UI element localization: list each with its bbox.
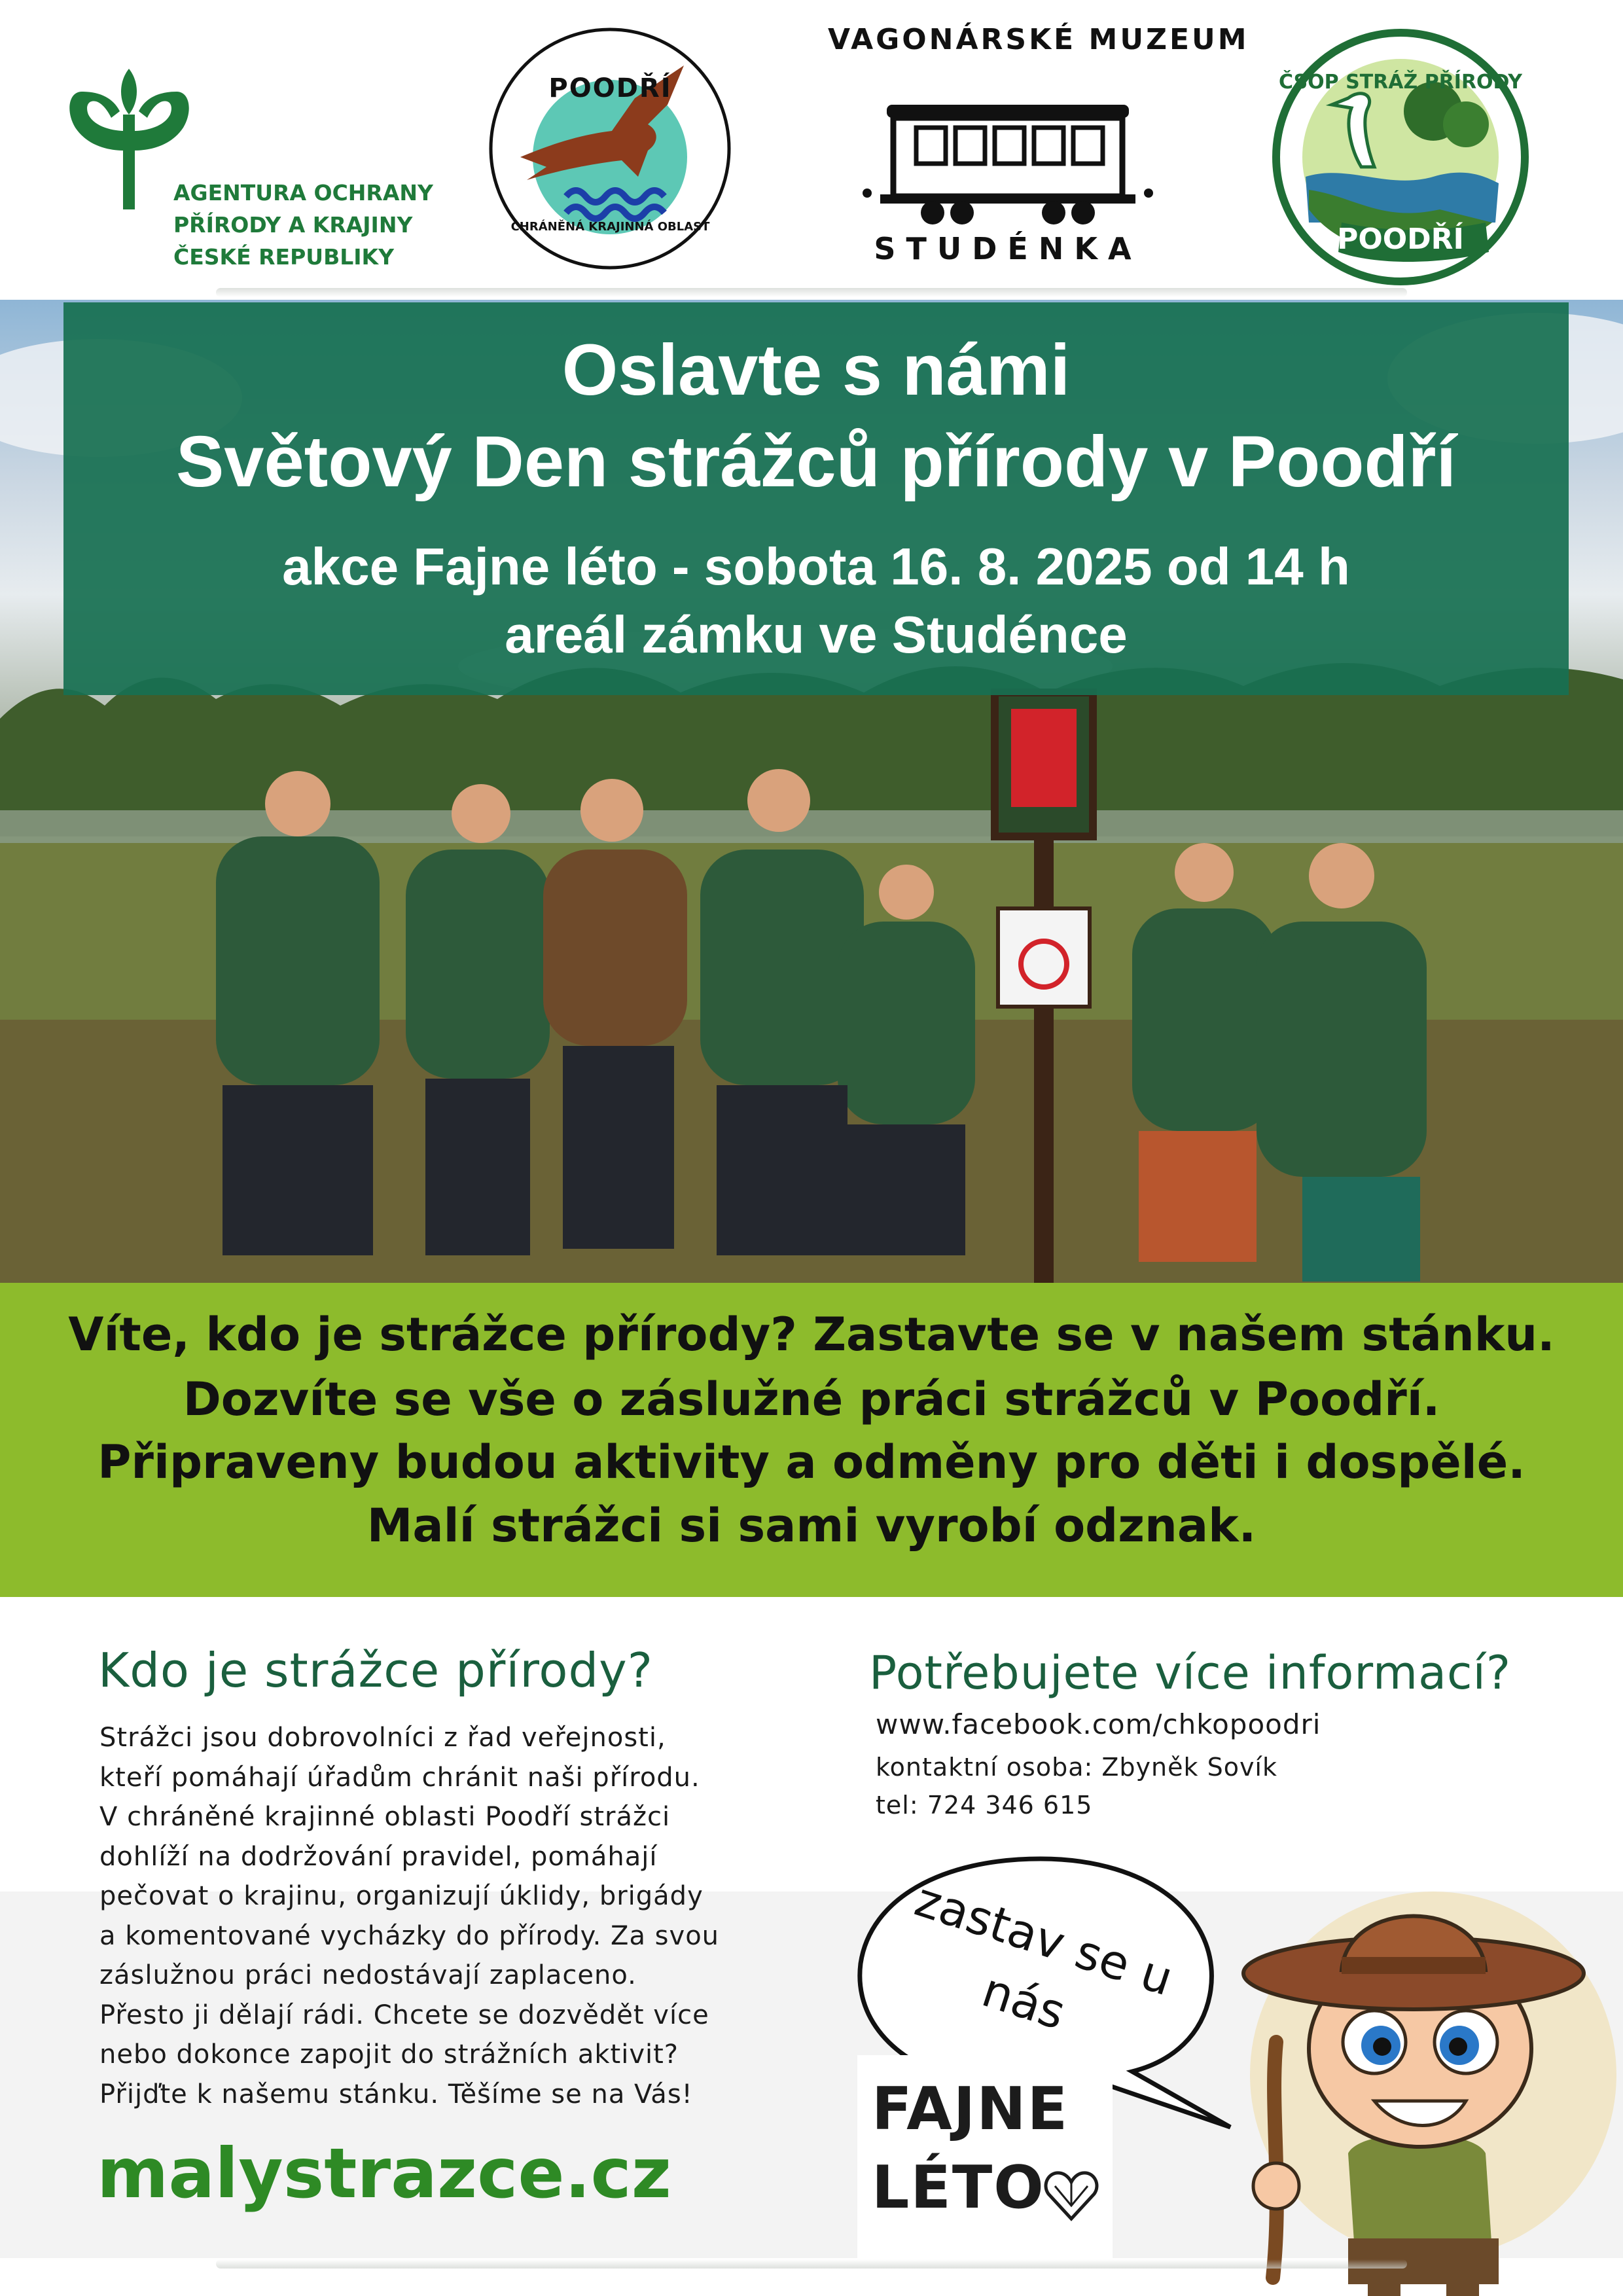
band-line-3: Připraveny budou aktivity a odměny pro děti i dospělé. xyxy=(98,1435,1525,1489)
title-line-1: Oslavte s námi xyxy=(562,330,1071,410)
aopk-logo xyxy=(62,65,455,275)
about-heading: Kdo je strážce přírody? xyxy=(98,1643,653,1698)
museum-name: VAGONÁRSKÉ MUZEUM xyxy=(828,23,1249,56)
aopk-name-line2: PŘÍRODY A KRAJINY xyxy=(173,212,413,238)
title-line-2: Světový Den strážců přírody v Poodří xyxy=(175,422,1457,502)
about-line: záslužnou práci nedostávají zaplaceno. xyxy=(99,1960,637,1990)
logo-strip xyxy=(0,0,1623,295)
facebook-link[interactable]: www.facebook.com/chkopoodri xyxy=(876,1708,1321,1740)
divider-shadow xyxy=(216,288,1407,297)
about-line: nebo dokonce zapojit do strážních aktivit? xyxy=(99,2039,679,2070)
event-venue-line: areál zámku ve Studénce xyxy=(505,605,1128,664)
about-text xyxy=(99,1718,846,2114)
straz-name: ČSOP STRÁŽ PŘÍRODY xyxy=(1279,71,1522,94)
about-line: Přesto ji dělají rádi. Chcete se dozvědět více xyxy=(99,2000,709,2030)
museum-town: STUDÉNKA xyxy=(874,231,1142,266)
event-date-line: akce Fajne léto - sobota 16. 8. 2025 od 14 h xyxy=(282,537,1350,596)
info-heading: Potřebujete více informací? xyxy=(869,1646,1512,1700)
band-line-2: Dozvíte se vše o záslužné práci strážců v Poodří. xyxy=(183,1372,1440,1426)
straz-region: POODŘÍ xyxy=(1337,223,1464,256)
heart-icon xyxy=(1042,2166,1101,2225)
ranger-mascot xyxy=(1198,1846,1616,2296)
chko-poodri-logo xyxy=(488,26,733,272)
about-line: pečovat o krajinu, organizují úklidy, brigády xyxy=(99,1881,704,1911)
contact-phone[interactable]: tel: 724 346 615 xyxy=(876,1791,1093,1820)
bottom-shadow xyxy=(216,2259,1407,2269)
band-line-4: Malí strážci si sami vyrobí odznak. xyxy=(366,1499,1257,1552)
about-line: kteří pomáhají úřadům chránit naši přírodu. xyxy=(99,1762,700,1793)
bubble-text: zastav se u nás xyxy=(908,1871,1180,2041)
leto-word: LÉTO xyxy=(872,2153,1045,2222)
about-line: Strážci jsou dobrovolníci z řad veřejnosti, xyxy=(99,1723,666,1753)
vagon-museum-logo xyxy=(828,23,1249,285)
event-title-box xyxy=(63,302,1569,695)
about-line: a komentované vycházky do přírody. Za svou xyxy=(99,1920,720,1951)
chko-subtitle: CHRÁNĚNÁ KRAJINNÁ OBLAST xyxy=(510,220,710,234)
fajne-leto-logo xyxy=(857,2055,1113,2261)
csop-straz-logo xyxy=(1270,26,1531,288)
about-line: V chráněné krajinné oblasti Poodří strážci xyxy=(99,1802,671,1832)
chko-name: POODŘÍ xyxy=(548,73,672,103)
aopk-name-line1: AGENTURA OCHRANY xyxy=(173,180,433,206)
fajne-word: FAJNE xyxy=(872,2075,1069,2144)
contact-person: kontaktní osoba: Zbyněk Sovík xyxy=(876,1753,1277,1782)
about-line: dohlíží na dodržování pravidel, pomáhají xyxy=(99,1841,658,1872)
aopk-name-line3: ČESKÉ REPUBLIKY xyxy=(173,244,394,270)
invitation-band xyxy=(0,1283,1623,1597)
about-line: Přijďte k našemu stánku. Těšíme se na Vás! xyxy=(99,2079,693,2109)
info-section xyxy=(0,1597,1623,2296)
website-link[interactable]: malystrazce.cz xyxy=(97,2134,671,2214)
band-line-1: Víte, kdo je strážce přírody? Zastavte se v našem stánku. xyxy=(68,1308,1555,1361)
